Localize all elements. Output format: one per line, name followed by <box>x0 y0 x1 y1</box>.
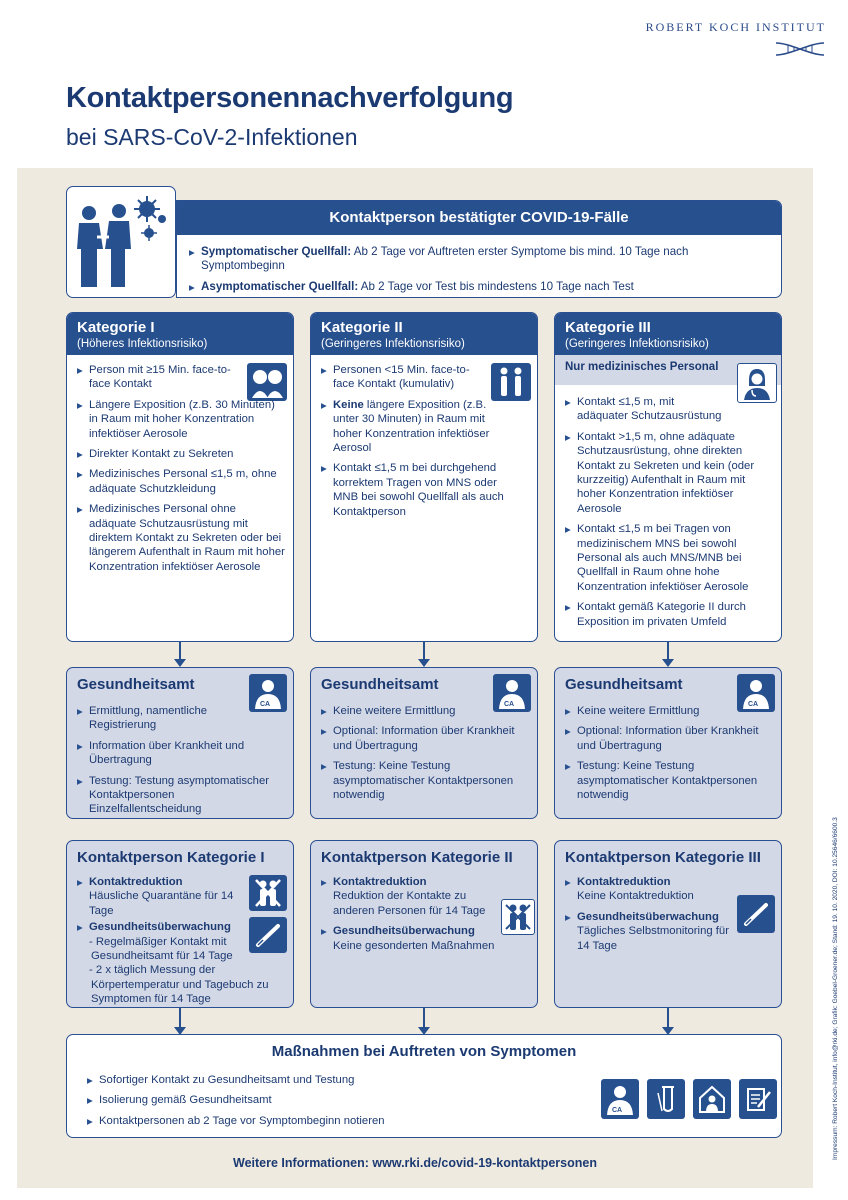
svg-text:CA: CA <box>260 701 271 708</box>
two-persons-icon <box>491 363 531 401</box>
flow-arrow <box>667 642 669 660</box>
imprint-text: Impressum: Robert Koch-Institut, info@rki.de; Grafik: Goebel-Groener.de; Stand: 19. 10. 2020, DOI: 10.25646/6600.3 <box>832 817 839 1160</box>
category-1-subtitle: (Höheres Infektionsrisiko) <box>77 338 208 350</box>
list-item: ▶ Medizinisches Personal ohne adäquate Schutzausrüstung mit direktem Kontakt zu Sekreten oder bei längerem Aufenthalt in Raum mit hoher Konzentration infektiöser Aerosole <box>77 502 285 574</box>
face-to-face-icon <box>247 363 287 401</box>
list-item: ▶ Testung: Testung asymptomatischer Kontaktpersonen Einzelfallentscheidung <box>77 774 283 817</box>
svg-text:CA: CA <box>748 701 759 708</box>
flow-arrow <box>423 642 425 660</box>
contact-person-3-box <box>554 840 782 1008</box>
list-item: ▶ Gesundheitsüberwachung Tägliches Selbstmonitoring für 14 Tage <box>565 910 731 953</box>
contact-person-1-title: Kontaktperson Kategorie I <box>77 849 265 866</box>
flow-arrow <box>179 642 181 660</box>
svg-text:CA: CA <box>612 1107 623 1114</box>
category-1-header <box>67 313 293 355</box>
health-office-1-box <box>66 667 294 819</box>
notes-icon <box>739 1079 777 1119</box>
rki-branding <box>646 20 826 64</box>
list-item: ▶ Testung: Keine Testung asymptomatischer Kontaktpersonen notwendig <box>321 759 527 802</box>
flow-arrow <box>423 1008 425 1028</box>
list-item: ▶ Kontaktreduktion Reduktion der Kontakte zu anderen Personen für 14 Tage <box>321 875 495 918</box>
list-item: ▶ Kontakt >1,5 m, ohne adäquate Schutzausrüstung, ohne direkten Kontakt zu Sekreten und kein (oder kurzzeitig) Aufenthalt in Raum mit hoher Konzentration infektiöser Aerosole <box>565 430 771 516</box>
isolation-home-icon <box>693 1079 731 1119</box>
list-item: ▶ Medizinisches Personal ≤1,5 m, ohne adäquate Schutzkleidung <box>77 467 285 496</box>
list-item: ▶ Information über Krankheit und Übertragung <box>77 739 283 768</box>
health-office-3-box <box>554 667 782 819</box>
footer-more-info: Weitere Informationen: www.rki.de/covid-19-kontaktpersonen <box>233 1156 597 1170</box>
list-item: ▶ Personen <15 Min. face-to-face Kontakt (kumulativ) <box>321 363 475 392</box>
doctor-icon <box>737 363 777 403</box>
contact-person-2-box <box>310 840 538 1008</box>
category-2-box <box>310 312 538 642</box>
category-1-box <box>66 312 294 642</box>
list-item: ▶ Kontakt ≤1,5 m bei Tragen von medizinischem MNS bei sowohl Personal als auch MNS/MNB bei Quellfall in Raum ohne hohe Konzentration infektiöser Aerosole <box>565 522 771 594</box>
medical-staff-band: Nur medizinisches Personal <box>555 355 781 385</box>
contact-definition-list <box>177 235 781 294</box>
page-title: Kontaktpersonennachverfolgung <box>66 82 514 114</box>
contact-person-1-box <box>66 840 294 1008</box>
contact-intro-icon-card <box>66 186 176 298</box>
list-item: ▶ Testung: Keine Testung asymptomatischer Kontaktpersonen notwendig <box>565 759 771 802</box>
quarantine-icon <box>249 875 287 911</box>
thermometer-icon <box>737 895 775 933</box>
list-item: ▶ Direkter Kontakt zu Sekreten <box>77 447 285 461</box>
health-office-3-title: Gesundheitsamt <box>565 676 683 693</box>
list-item: ▶ Gesundheitsüberwachung Keine gesonderten Maßnahmen <box>321 924 495 953</box>
list-item: ▶ Keine weitere Ermittlung <box>321 704 475 718</box>
contact-person-3-title: Kontaktperson Kategorie III <box>565 849 761 866</box>
category-3-title: Kategorie III <box>565 319 651 336</box>
list-item: ▶ Symptomatischer Quellfall: Ab 2 Tage vor Auftreten erster Symptome bis mind. 10 Tage nach Symptombeginn <box>189 245 771 274</box>
contact-definition-title: Kontaktperson bestätigter COVID-19-Fälle <box>329 209 629 226</box>
flow-arrow <box>667 1008 669 1028</box>
category-1-title: Kategorie I <box>77 319 155 336</box>
svg-text:CA: CA <box>504 701 515 708</box>
list-item: ▶ Sofortiger Kontakt zu Gesundheitsamt und Testung <box>87 1073 385 1087</box>
list-item: ▶ Optional: Information über Krankheit und Übertragung <box>321 724 527 753</box>
category-3-subtitle: (Geringeres Infektionsrisiko) <box>565 338 709 350</box>
list-item: ▶ Kontakt ≤1,5 m, mit adäquater Schutzausrüstung <box>565 395 723 424</box>
list-item: ▶ Gesundheitsüberwachung - Regelmäßiger Kontakt mit Gesundheitsamt für 14 Tage - 2 x täglich Messung der Körpertemperatur und Tagebuch zu Symptomen für 14 Tage <box>77 920 283 1006</box>
contact-reduction-icon <box>501 899 535 935</box>
list-item: ▶ Keine weitere Ermittlung <box>565 704 719 718</box>
list-item: ▶ Längere Exposition (z.B. 30 Minuten) in Raum mit hoher Konzentration infektiöser Aerosole <box>77 398 285 441</box>
page-subtitle: bei SARS-CoV-2-Infektionen <box>66 124 358 150</box>
list-item: ▶ Ermittlung, namentliche Registrierung <box>77 704 231 733</box>
list-item: ▶ Kontaktpersonen ab 2 Tage vor Symptombeginn notieren <box>87 1114 385 1128</box>
category-3-box <box>554 312 782 642</box>
flow-arrow <box>179 1008 181 1028</box>
health-office-1-title: Gesundheitsamt <box>77 676 195 693</box>
list-item: ▶ Person mit ≥15 Min. face-to-face Kontakt <box>77 363 249 392</box>
org-name: ROBERT KOCH INSTITUT <box>645 20 826 34</box>
symptom-measures-title: Maßnahmen bei Auftreten von Symptomen <box>271 1043 577 1060</box>
contact-definition-header <box>177 201 781 235</box>
category-2-subtitle: (Geringeres Infektionsrisiko) <box>321 338 465 350</box>
health-office-2-box <box>310 667 538 819</box>
list-item: ▶ Kontakt gemäß Kategorie II durch Exposition im privaten Umfeld <box>565 600 771 629</box>
list-item: ▶ Optional: Information über Krankheit und Übertragung <box>565 724 771 753</box>
list-item: ▶ Kontaktreduktion Keine Kontaktreduktion <box>565 875 731 904</box>
contact-person-2-title: Kontaktperson Kategorie II <box>321 849 513 866</box>
list-item: ▶ Kontakt ≤1,5 m bei durchgehend korrektem Tragen von MNS oder MNB bei sowohl Quellfall als auch Kontaktperson <box>321 461 515 519</box>
symptom-measures-box <box>66 1034 782 1138</box>
list-item: ▶ Isolierung gemäß Gesundheitsamt <box>87 1093 385 1107</box>
rki-logo-icon <box>646 39 826 64</box>
category-2-header <box>311 313 537 355</box>
test-swab-icon <box>647 1079 685 1119</box>
list-item: ▶ Keine längere Exposition (z.B. unter 30 Minuten) in Raum mit hoher Konzentration infektiöser Aerosol <box>321 398 515 456</box>
category-3-header <box>555 313 781 355</box>
list-item: ▶ Kontaktreduktion Häusliche Quarantäne für 14 Tage <box>77 875 243 918</box>
category-2-title: Kategorie II <box>321 319 403 336</box>
list-item: ▶ Asymptomatischer Quellfall: Ab 2 Tage vor Test bis mindestens 10 Tage nach Test <box>189 280 771 294</box>
health-officer-icon <box>601 1079 639 1119</box>
imprint-vertical <box>832 780 844 1180</box>
health-office-2-title: Gesundheitsamt <box>321 676 439 693</box>
handshake-virus-icon <box>67 187 175 297</box>
contact-definition-box <box>176 200 782 298</box>
